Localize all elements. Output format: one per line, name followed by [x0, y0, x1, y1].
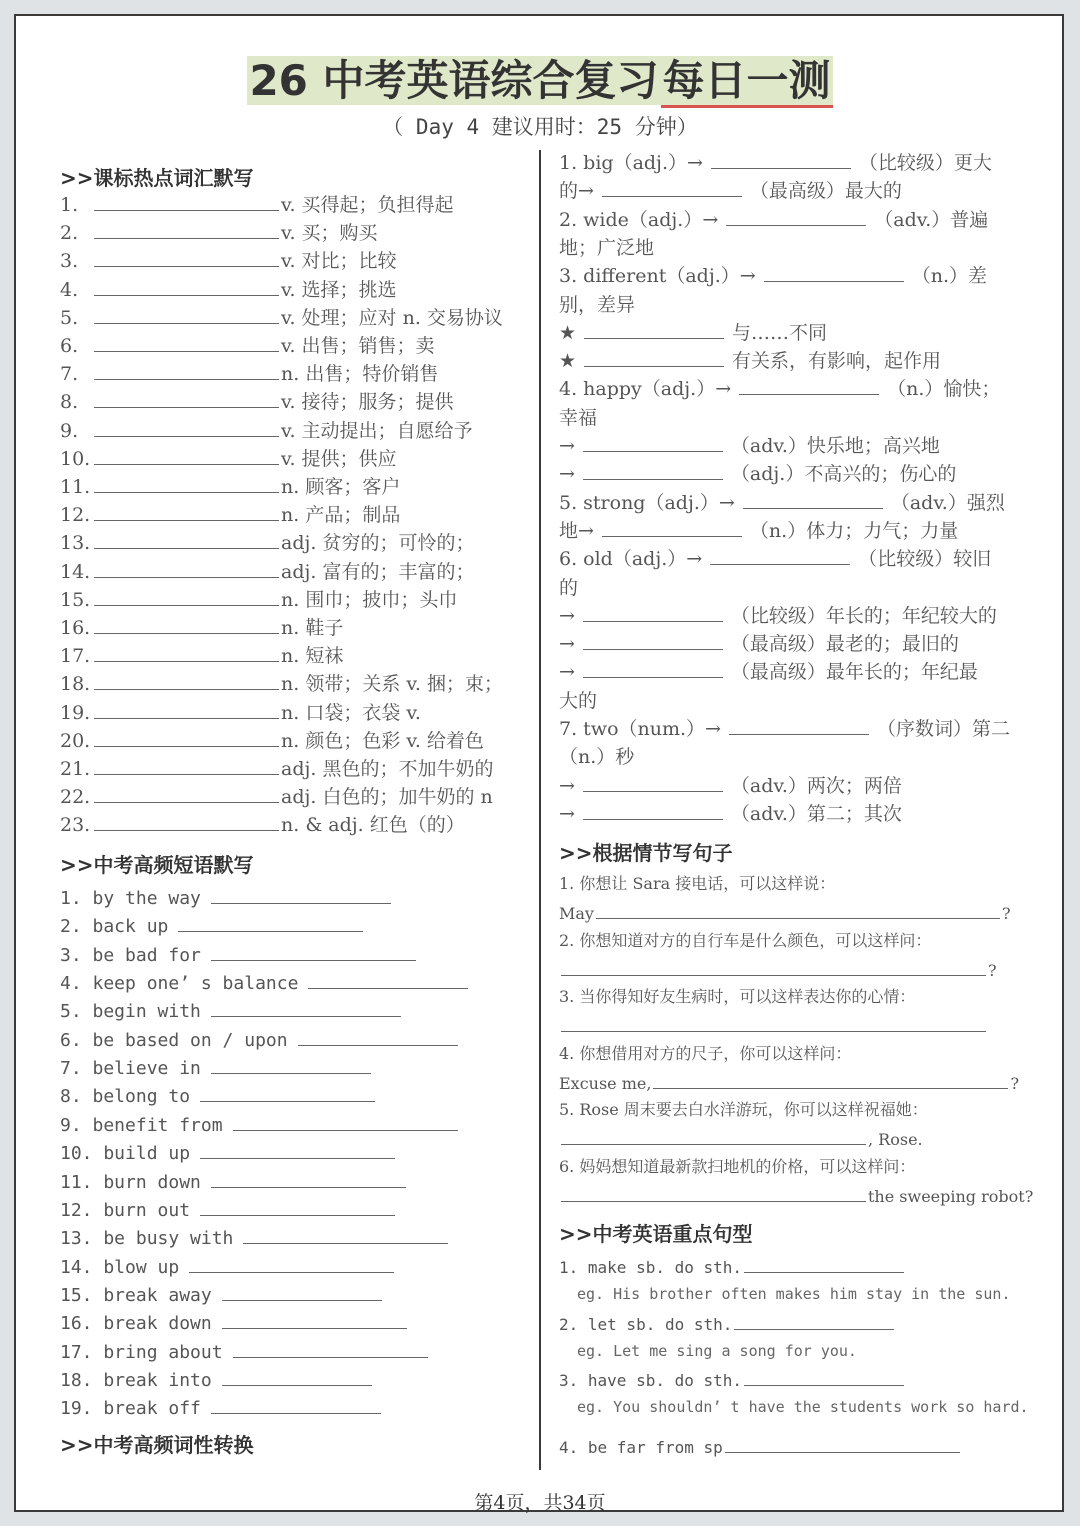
pattern-item: [559, 1367, 906, 1393]
answer-blank[interactable]: [583, 631, 723, 650]
phrase-item: [60, 1112, 460, 1138]
phrase-item: [60, 1197, 397, 1223]
item-number: 3.: [60, 250, 79, 273]
phrase-item: [60, 1282, 384, 1308]
wordform-item: [559, 376, 1000, 402]
situation-question: 6. 妈妈想知道最新款扫地机的价格，可以这样问：: [559, 1156, 916, 1176]
vocab-item: [60, 277, 397, 303]
wordform-prompt: 2. wide（adj.）→: [559, 208, 719, 231]
answer-blank[interactable]: [94, 784, 279, 803]
wordform-hint: （n.）愉快；: [887, 378, 1001, 401]
item-definition: v. 出售；销售；卖: [281, 335, 435, 357]
phrase-item: [60, 970, 470, 996]
wordform-prompt: 4. happy（adj.）→: [559, 378, 732, 401]
phrase-text: 12. burn out: [60, 1199, 191, 1221]
wordform-item: [559, 461, 956, 487]
item-definition: adj. 黑色的；不加牛奶的: [281, 758, 494, 780]
item-definition: adj. 富有的；丰富的；: [281, 560, 475, 583]
situation-answer-row: [559, 1183, 1033, 1207]
answer-blank[interactable]: [211, 942, 416, 961]
answer-blank[interactable]: [189, 1254, 394, 1273]
item-number: 6.: [60, 335, 79, 357]
wordform-hint: （比较级）年长的；年纪较大的: [730, 604, 997, 627]
vocab-item: [60, 474, 400, 500]
wordform-hint: （adv.）普遍: [874, 208, 989, 231]
phrase-item: [60, 1225, 450, 1251]
pattern-text: 1. make sb. do sth.: [559, 1258, 743, 1277]
item-definition: adj. 白色的；加牛奶的 n: [281, 786, 493, 809]
answer-blank[interactable]: [94, 756, 279, 775]
item-definition: n. 顾客；客户: [281, 476, 401, 498]
answer-suffix: ?: [988, 960, 997, 980]
page-number: 第4页，共34页: [474, 1492, 606, 1514]
vocab-item: [60, 192, 454, 218]
wordform-prompt: 1. big（adj.）→: [559, 152, 703, 174]
wordform-item: [559, 801, 902, 827]
answer-blank[interactable]: [583, 433, 723, 452]
answer-blank[interactable]: [211, 1169, 406, 1188]
wordform-prompt: 7. two（num.）→: [559, 718, 721, 740]
item-number: 11.: [60, 476, 91, 498]
phrase-text: 4. keep one’ s balance: [60, 973, 299, 995]
wordform-prompt: （n.）秒: [559, 746, 635, 769]
vocab-item: [60, 671, 503, 697]
answer-blank[interactable]: [94, 700, 279, 719]
vocab-item: [60, 333, 435, 359]
page-subtitle: （ Day 4 建议用时：25 分钟）: [382, 115, 698, 139]
vocab-item: [60, 784, 493, 810]
answer-blank[interactable]: [243, 1225, 448, 1244]
wordform-item: [559, 178, 902, 204]
answer-blank[interactable]: [744, 1254, 904, 1273]
situation-question: 1. 你想让 Sara 接电话，可以这样说：: [559, 874, 836, 893]
wordform-item: [559, 263, 987, 289]
item-definition: n. 围巾；披巾；头巾: [281, 588, 458, 611]
answer-blank[interactable]: [94, 389, 279, 408]
vocab-item: [60, 587, 457, 613]
item-definition: n. 出售；特价销售: [281, 363, 439, 386]
wordform-prompt: 地；广泛地: [559, 236, 655, 259]
situation-question: 4. 你想借用对方的尺子，你可以这样问：: [559, 1043, 852, 1063]
phrase-text: 10. build up: [60, 1143, 191, 1165]
phrase-text: 17. bring about: [60, 1341, 223, 1363]
wordform-hint: （adv.）强烈: [890, 491, 1005, 514]
situation-answer-row: [559, 957, 997, 981]
phrase-text: 13. be busy with: [60, 1228, 234, 1250]
vocab-item: [60, 248, 397, 274]
answer-blank[interactable]: [561, 1183, 866, 1202]
item-number: 17.: [60, 645, 91, 668]
wordform-item: [559, 546, 991, 572]
vocab-item: [60, 756, 493, 782]
vocab-item: [60, 418, 473, 444]
pattern-item: [559, 1311, 896, 1337]
pattern-text: 2. let sb. do sth.: [559, 1315, 733, 1334]
answer-blank[interactable]: [583, 801, 723, 820]
answer-blank[interactable]: [94, 559, 279, 578]
wordform-hint: （最高级）最老的；最旧的: [730, 633, 959, 656]
item-number: 5.: [60, 306, 79, 329]
item-number: 19.: [60, 701, 91, 724]
answer-blank[interactable]: [729, 716, 869, 735]
wordform-item: [559, 405, 597, 431]
wordform-prompt: 大的: [559, 689, 598, 712]
pattern-example: eg. Let me sing a song for you.: [577, 1342, 857, 1360]
vocab-item: [60, 559, 474, 585]
answer-blank[interactable]: [94, 587, 279, 606]
vocab-item: [60, 446, 397, 472]
answer-blank[interactable]: [94, 192, 279, 211]
answer-blank[interactable]: [222, 1310, 407, 1329]
answer-suffix: , Rose.: [868, 1130, 923, 1149]
wordform-item: [559, 575, 578, 601]
phrase-heading: >>中考高频短语默写: [60, 853, 254, 877]
wordform-prompt: 5. strong（adj.）→: [559, 491, 735, 514]
wordform-item: [559, 235, 654, 261]
vocab-item: [60, 502, 400, 528]
item-definition: v. 处理；应对 n. 交易协议: [281, 306, 503, 329]
wordform-item: [559, 744, 634, 770]
phrase-item: [60, 1254, 396, 1280]
wordform-prompt: →: [559, 774, 575, 797]
answer-blank[interactable]: [94, 277, 279, 296]
pattern-example: eg. You shouldn’ t have the students work so hard.: [577, 1398, 1029, 1416]
answer-blank[interactable]: [711, 150, 851, 169]
wordform-item: [559, 292, 635, 318]
phrase-text: 18. break into: [60, 1369, 212, 1391]
answer-blank[interactable]: [94, 361, 279, 380]
phrase-item: [60, 1367, 374, 1393]
wordform-item: [559, 603, 997, 629]
wordform-prompt: 幸福: [559, 406, 598, 429]
phrase-item: [60, 1055, 373, 1081]
wordform-prompt: 地→: [559, 519, 594, 542]
wordform-prompt: →: [559, 435, 575, 457]
wordform-heading: >>中考高频词性转换: [60, 1433, 254, 1457]
wordform-item: [559, 348, 941, 374]
wordform-hint: （比较级）较旧: [858, 548, 992, 571]
answer-blank[interactable]: [726, 207, 866, 226]
item-definition: n. 口袋；衣袋 v.: [281, 701, 421, 724]
wordform-prompt: 6. old（adj.）→: [559, 548, 703, 571]
phrase-item: [60, 1027, 460, 1053]
phrase-item: [60, 942, 418, 968]
answer-blank[interactable]: [94, 530, 279, 549]
answer-blank[interactable]: [94, 220, 279, 239]
title-part-b: 每日一测: [661, 56, 833, 108]
phrase-text: 16. break down: [60, 1313, 212, 1335]
item-definition: n. & adj. 红色（的）: [281, 814, 465, 837]
phrase-text: 9. benefit from: [60, 1114, 223, 1136]
vocab-item: [60, 812, 465, 838]
item-definition: v. 提供；供应: [281, 447, 397, 470]
situation-answer-row: [559, 900, 1011, 924]
pattern-text: 4. be far from sp: [559, 1438, 723, 1457]
item-number: 20.: [60, 729, 91, 752]
wordform-prompt: →: [559, 463, 575, 486]
answer-blank[interactable]: [561, 1126, 866, 1145]
answer-blank[interactable]: [583, 659, 723, 678]
answer-blank[interactable]: [583, 773, 723, 792]
situation-answer-row: [559, 1126, 923, 1150]
item-number: 1.: [60, 194, 79, 216]
item-definition: v. 主动提出；自愿给予: [281, 419, 473, 442]
item-definition: n. 鞋子: [281, 617, 344, 639]
answer-blank[interactable]: [94, 248, 279, 267]
item-definition: v. 买得起；负担得起: [281, 194, 454, 216]
wordform-prompt: →: [559, 604, 575, 627]
phrase-item: [60, 1083, 377, 1109]
item-number: 13.: [60, 532, 91, 555]
pattern-example: eg. His brother often makes him stay in the sun.: [577, 1285, 1011, 1303]
phrase-item: [60, 1169, 408, 1195]
answer-blank[interactable]: [200, 1140, 395, 1159]
wordform-item: [559, 150, 992, 176]
vocab-item: [60, 615, 343, 641]
answer-blank[interactable]: [94, 333, 279, 352]
situation-heading: >>根据情节写句子: [559, 841, 733, 865]
situation-question: 2. 你想知道对方的自行车是什么颜色，可以这样问：: [559, 930, 932, 950]
wordform-hint: （序数词）第二: [876, 718, 1010, 740]
wordform-hint: 与……不同: [732, 321, 828, 344]
item-number: 23.: [60, 814, 91, 837]
answer-prefix: May: [559, 904, 594, 923]
situation-question: 5. Rose 周末要去白水洋游玩，你可以这样祝福她：: [559, 1100, 928, 1119]
item-definition: n. 短袜: [281, 645, 344, 668]
answer-blank[interactable]: [308, 970, 468, 989]
phrase-text: 19. break off: [60, 1398, 201, 1420]
wordform-item: [559, 716, 1010, 742]
answer-blank[interactable]: [584, 348, 724, 367]
title-part-a: 26 中考英语综合复习: [249, 56, 659, 105]
answer-blank[interactable]: [739, 376, 879, 395]
item-definition: n. 产品；制品: [281, 504, 401, 527]
wordform-prompt: →: [559, 633, 575, 656]
item-number: 4.: [60, 278, 79, 301]
answer-blank[interactable]: [94, 728, 279, 747]
wordform-hint: （adj.）不高兴的；伤心的: [730, 463, 957, 486]
answer-suffix: the sweeping robot?: [868, 1186, 1034, 1206]
answer-blank[interactable]: [211, 885, 391, 904]
answer-blank[interactable]: [200, 1083, 375, 1102]
pattern-item: [559, 1254, 906, 1280]
answer-blank[interactable]: [94, 812, 279, 831]
pattern-text: 3. have sb. do sth.: [559, 1371, 743, 1390]
phrase-item: [60, 913, 365, 939]
answer-blank[interactable]: [178, 913, 363, 932]
pattern-item: [559, 1434, 962, 1460]
answer-blank[interactable]: [561, 957, 986, 976]
wordform-hint: （最高级）最大的: [749, 180, 902, 203]
item-definition: n. 领带；关系 v. 捆；束；: [281, 673, 503, 696]
answer-blank[interactable]: [583, 461, 723, 480]
phrase-text: 3. be bad for: [60, 944, 201, 966]
answer-prefix: Excuse me,: [559, 1073, 652, 1093]
item-number: 8.: [60, 391, 79, 414]
wordform-hint: （adv.）第二；其次: [730, 802, 902, 825]
wordform-item: [559, 433, 940, 459]
answer-blank[interactable]: [94, 671, 279, 690]
wordform-prompt: 3. different（adj.）→: [559, 265, 756, 288]
item-definition: v. 选择；挑选: [281, 278, 397, 301]
wordform-prompt: →: [559, 802, 575, 825]
item-number: 7.: [60, 363, 79, 386]
phrase-text: 6. be based on / upon: [60, 1029, 288, 1051]
phrase-item: [60, 1395, 383, 1421]
item-number: 18.: [60, 673, 91, 696]
phrase-text: 7. believe in: [60, 1058, 201, 1080]
situation-answer-row: [559, 1013, 988, 1037]
item-number: 15.: [60, 588, 91, 611]
item-number: 12.: [60, 504, 91, 527]
pattern-heading: >>中考英语重点句型: [559, 1222, 753, 1246]
answer-blank[interactable]: [94, 305, 279, 324]
wordform-hint: （比较级）更大: [858, 152, 992, 174]
answer-blank[interactable]: [743, 490, 883, 509]
vocab-item: [60, 220, 378, 246]
answer-blank[interactable]: [233, 1339, 428, 1358]
phrase-item: [60, 998, 403, 1024]
item-number: 21.: [60, 758, 91, 780]
item-definition: v. 买；购买: [281, 222, 378, 245]
column-divider: [539, 150, 541, 1470]
answer-blank[interactable]: [211, 1055, 371, 1074]
situation-question: 3. 当你得知好友生病时，可以这样表达你的心情：: [559, 987, 916, 1006]
item-number: 22.: [60, 786, 91, 809]
wordform-item: [559, 659, 978, 685]
wordform-prompt: 别，差异: [559, 293, 636, 316]
answer-blank[interactable]: [602, 178, 742, 197]
answer-blank[interactable]: [233, 1112, 458, 1131]
wordform-hint: （adv.）两次；两倍: [730, 774, 902, 797]
phrase-item: [60, 1140, 397, 1166]
item-definition: n. 颜色；色彩 v. 给着色: [281, 729, 484, 752]
phrase-item: [60, 885, 393, 911]
wordform-hint: （n.）差: [911, 265, 987, 288]
answer-blank[interactable]: [94, 502, 279, 521]
answer-blank[interactable]: [94, 446, 279, 465]
answer-blank[interactable]: [94, 474, 279, 493]
answer-blank[interactable]: [764, 263, 904, 282]
wordform-item: [559, 490, 1005, 516]
phrase-item: [60, 1310, 409, 1336]
vocab-heading: >>课标热点词汇默写: [60, 166, 254, 190]
phrase-item: [60, 1339, 430, 1365]
wordform-item: [559, 631, 959, 657]
vocab-item: [60, 530, 474, 556]
answer-blank[interactable]: [710, 546, 850, 565]
item-definition: v. 接待；服务；提供: [281, 391, 454, 414]
wordform-hint: 有关系，有影响，起作用: [732, 350, 942, 373]
answer-blank[interactable]: [200, 1197, 395, 1216]
answer-blank[interactable]: [602, 518, 742, 537]
vocab-item: [60, 361, 438, 387]
wordform-prompt: ★: [559, 321, 577, 344]
answer-blank[interactable]: [561, 1013, 986, 1032]
answer-blank[interactable]: [94, 418, 279, 437]
item-definition: v. 对比；比较: [281, 250, 397, 273]
item-number: 9.: [60, 419, 79, 442]
phrase-text: 8. belong to: [60, 1086, 191, 1108]
answer-blank[interactable]: [734, 1311, 894, 1330]
item-number: 14.: [60, 560, 91, 583]
wordform-item: [559, 688, 597, 714]
answer-blank[interactable]: [222, 1367, 372, 1386]
wordform-hint: （adv.）快乐地；高兴地: [730, 435, 940, 457]
answer-blank[interactable]: [298, 1027, 458, 1046]
item-number: 10.: [60, 447, 91, 470]
wordform-prompt: →: [559, 661, 575, 684]
answer-blank[interactable]: [94, 615, 279, 634]
item-number: 16.: [60, 617, 91, 639]
answer-blank[interactable]: [211, 998, 401, 1017]
vocab-item: [60, 305, 503, 331]
answer-blank[interactable]: [596, 900, 1000, 919]
vocab-item: [60, 389, 454, 415]
wordform-prompt: ★: [559, 350, 577, 373]
vocab-item: [60, 728, 484, 754]
answer-blank[interactable]: [584, 320, 724, 339]
wordform-item: [559, 518, 958, 544]
answer-suffix: ?: [1001, 904, 1011, 923]
item-definition: adj. 贫穷的；可怜的；: [281, 532, 475, 555]
page-title: [0, 48, 1080, 108]
vocab-item: [60, 700, 421, 726]
answer-blank[interactable]: [725, 1434, 960, 1453]
answer-blank[interactable]: [653, 1070, 1008, 1089]
answer-blank[interactable]: [94, 643, 279, 662]
item-number: 2.: [60, 222, 79, 245]
answer-blank[interactable]: [583, 603, 723, 622]
wordform-item: [559, 207, 988, 233]
phrase-text: 1. by the way: [60, 888, 201, 909]
situation-answer-row: [559, 1070, 1019, 1094]
answer-blank[interactable]: [744, 1367, 904, 1386]
answer-blank[interactable]: [222, 1282, 382, 1301]
phrase-text: 11. burn down: [60, 1171, 201, 1193]
phrase-text: 15. break away: [60, 1284, 212, 1306]
wordform-hint: （n.）体力；力气；力量: [749, 519, 959, 542]
answer-suffix: ?: [1010, 1073, 1020, 1093]
phrase-text: 14. blow up: [60, 1256, 180, 1278]
wordform-prompt: 的→: [559, 180, 594, 203]
phrase-text: 2. back up: [60, 916, 169, 938]
phrase-text: 5. begin with: [60, 1001, 201, 1023]
vocab-item: [60, 643, 343, 669]
wordform-item: [559, 320, 827, 346]
wordform-prompt: 的: [559, 576, 579, 599]
wordform-hint: （最高级）最年长的；年纪最: [730, 661, 978, 684]
answer-blank[interactable]: [211, 1395, 381, 1414]
wordform-item: [559, 773, 902, 799]
